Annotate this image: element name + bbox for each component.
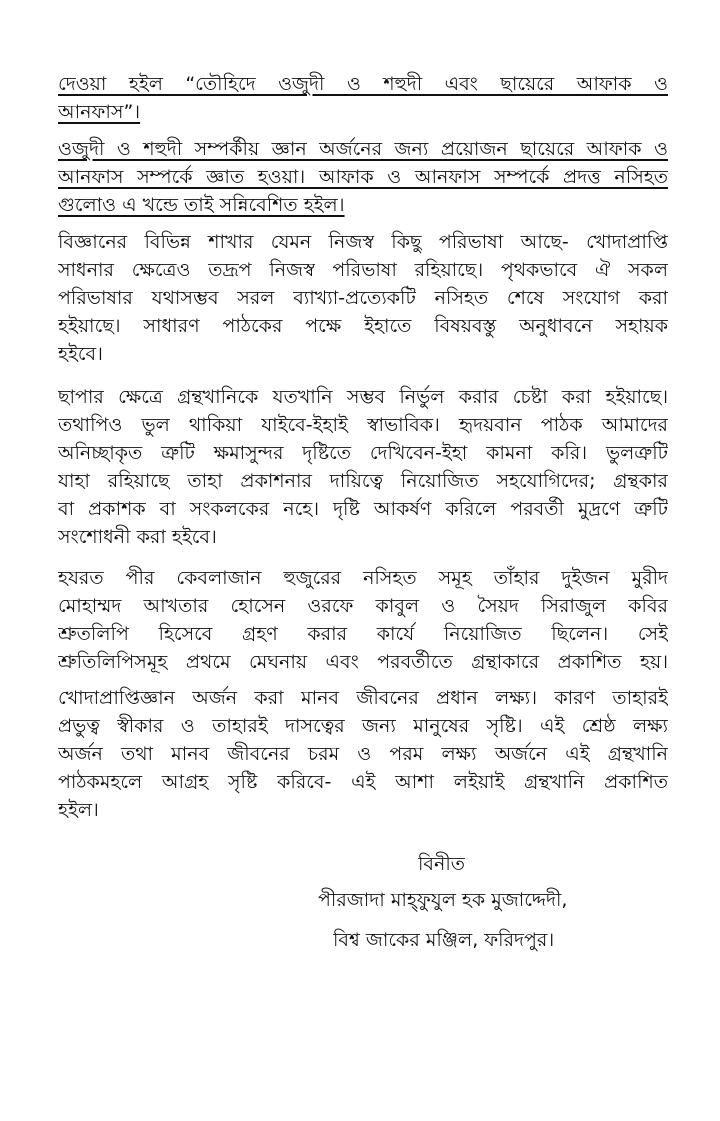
text-line: সংশোধনী করা হইবে। — [58, 526, 217, 548]
text-line: হইবে। — [58, 343, 103, 365]
text-line: হইল। — [58, 799, 99, 821]
paragraph-4 — [58, 383, 668, 551]
text-line: অনিচ্ছাকৃত ত্রুটি ক্ষমাসুন্দর দৃষ্টিতে দেখিবেন-ইহা কামনা করি। ভুলত্রুটি — [58, 442, 668, 464]
text-line: আনফাস”। — [58, 101, 141, 123]
text-line: প্রভুত্ব স্বীকার ও তাহারই দাসত্বের জন্য মানুষের সৃষ্টি। এই শ্রেষ্ঠ লক্ষ্য — [58, 715, 668, 737]
text-line: হইয়াছে। সাধারণ পাঠকের পক্ষে ইহাতে বিষয়বস্তু অনুধাবনে সহায়ক — [58, 315, 668, 337]
text-line: বা প্রকাশক বা সংকলকের নহে। দৃষ্টি আকর্ষণ করিলে পরবর্তী মুদ্রণে ত্রুটি — [58, 498, 668, 520]
text-line: ওজুদী ও শহুদী সম্পর্কীয় জ্ঞান অর্জনের জন্য প্রয়োজন ছায়েরে আফাক ও — [58, 138, 668, 160]
signature-address: বিশ্ব জাকের মঞ্জিল, ফরিদপুর। — [333, 929, 555, 951]
text-line: গুলোও এ খন্ডে তাই সন্নিবেশিত হইল। — [58, 194, 345, 216]
text-line: হযরত পীর কেবলাজান হুজুরের নসিহত সমূহ তাঁহার দুইজন মুরীদ — [58, 567, 668, 589]
text-line: তথাপিও ভুল থাকিয়া যাইবে-ইহাই স্বাভাবিক। হৃদয়বান পাঠক আমাদের — [58, 414, 668, 436]
paragraph-1 — [58, 70, 668, 126]
paragraph-5 — [58, 564, 668, 676]
text-line: ছাপার ক্ষেত্রে গ্রন্থখানিকে যতখানি সম্ভব নির্ভুল করার চেষ্টা করা হইয়াছে। — [58, 386, 668, 408]
signature-closing: বিনীত — [418, 853, 466, 875]
text-line: বিজ্ঞানের বিভিন্ন শাখার যেমন নিজস্ব কিছু পরিভাষা আছে- খোদাপ্রাপ্তি — [58, 231, 668, 253]
paragraph-2 — [58, 135, 668, 219]
text-line: যাহা রহিয়াছে তাহা প্রকাশনার দায়িত্বে নিয়োজিত সহযোগিদের; গ্রন্থকার — [58, 470, 668, 492]
text-line: আনফাস সম্পর্কে জ্ঞাত হওয়া। আফাক ও আনফাস সম্পর্কে প্রদত্ত নসিহত — [58, 166, 668, 188]
text-line: অর্জন তথা মানব জীবনের চরম ও পরম লক্ষ্য অর্জনে এই গ্রন্থখানি — [58, 743, 668, 765]
text-line: খোদাপ্রাপ্তিজ্ঞান অর্জন করা মানব জীবনের প্রধান লক্ষ্য। কারণ তাহারই — [58, 687, 668, 709]
text-line: পরিভাষার যথাসম্ভব সরল ব্যাখ্যা-প্রত্যেকটি নসিহত শেষে সংযোগ করা — [58, 287, 668, 309]
paragraph-3 — [58, 228, 668, 368]
paragraph-6 — [58, 684, 668, 824]
text-line: মোহাম্মদ আখতার হোসেন ওরফে কাবুল ও সৈয়দ সিরাজুল কবির — [58, 595, 668, 617]
signature-name: পীরজাদা মাহ্ফুযুল হক মুজাদ্দেদী, — [318, 889, 568, 911]
text-line: দেওয়া হইল “তৌহিদে ওজুদী ও শহুদী এবং ছায়েরে আফাক ও — [58, 73, 668, 95]
text-line: সাধনার ক্ষেত্রেও তদ্রূপ নিজস্ব পরিভাষা রহিয়াছে। পৃথকভাবে ঐ সকল — [58, 259, 668, 281]
text-line: পাঠকমহলে আগ্রহ সৃষ্টি করিবে- এই আশা লইয়াই গ্রন্থখানি প্রকাশিত — [58, 771, 668, 793]
text-line: শ্রুতলিপি হিসেবে গ্রহণ করার কার্যে নিয়োজিত ছিলেন। সেই — [58, 623, 668, 645]
text-line: শ্রুতিলিপিসমূহ প্রথমে মেঘনায় এবং পরবর্তীতে গ্রন্থাকারে প্রকাশিত হয়। — [58, 651, 668, 673]
